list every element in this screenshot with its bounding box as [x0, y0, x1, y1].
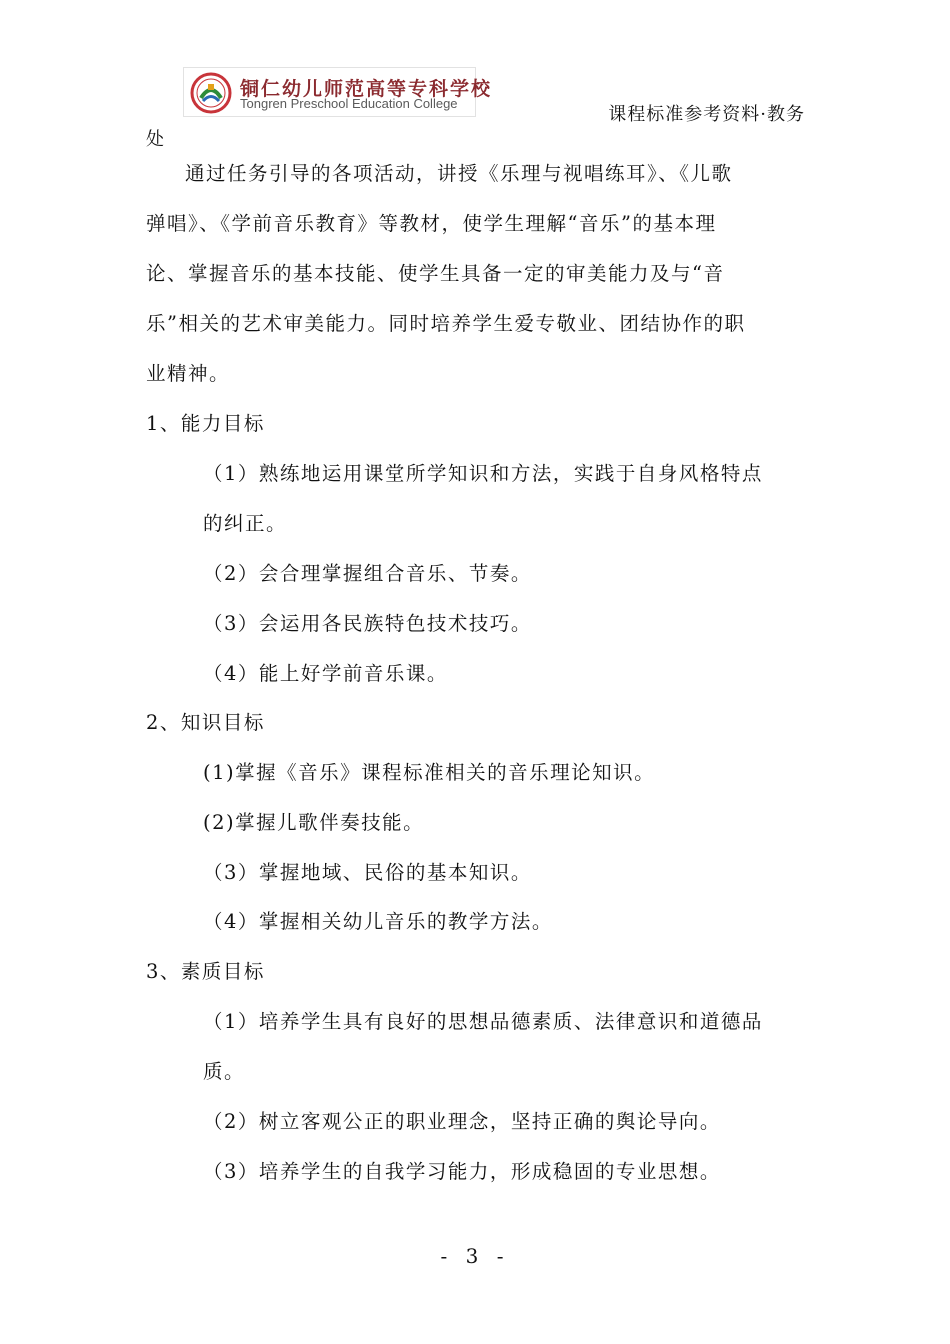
list-item-continuation: 的纠正。: [203, 512, 288, 535]
logo-chinese-name: 铜仁幼儿师范高等专科学校: [240, 78, 493, 100]
list-item: （3）培养学生的自我学习能力，形成稳固的专业思想。: [203, 1160, 721, 1183]
page-number: - 3 -: [440, 1244, 510, 1268]
logo-english-name: Tongren Preschool Education College: [240, 96, 458, 111]
paragraph-line: 通过任务引导的各项活动，讲授《乐理与视唱练耳》、《儿歌: [185, 162, 733, 185]
paragraph-line: 乐”相关的艺术审美能力。同时培养学生爱专敬业、团结协作的职: [146, 312, 746, 335]
list-item: (2)掌握儿歌伴奏技能。: [203, 811, 425, 834]
list-item: （3）掌握地域、民俗的基本知识。: [203, 861, 532, 884]
school-seal-icon: [190, 72, 232, 114]
list-item: （1）熟练地运用课堂所学知识和方法，实践于自身风格特点: [203, 462, 763, 485]
header-title-wrap: 处: [146, 129, 164, 150]
section-heading-quality: 3、素质目标: [146, 960, 265, 983]
list-item: (1)掌握《音乐》课程标准相关的音乐理论知识。: [203, 761, 656, 784]
header-title: 课程标准参考资料·教务: [608, 104, 805, 125]
list-item: （3）会运用各民族特色技术技巧。: [203, 612, 532, 635]
list-item: （4）能上好学前音乐课。: [203, 662, 448, 685]
section-heading-ability: 1、能力目标: [146, 412, 265, 435]
paragraph-line: 论、掌握音乐的基本技能、使学生具备一定的审美能力及与“音: [146, 262, 725, 285]
list-item: （2）树立客观公正的职业理念，坚持正确的舆论导向。: [203, 1110, 721, 1133]
list-item: （2）会合理掌握组合音乐、节奏。: [203, 562, 532, 585]
list-item: （1）培养学生具有良好的思想品德素质、法律意识和道德品: [203, 1010, 763, 1033]
paragraph-line: 业精神。: [146, 362, 231, 385]
list-item-continuation: 质。: [203, 1060, 246, 1083]
paragraph-line: 弹唱》、《学前音乐教育》等教材，使学生理解“音乐”的基本理: [146, 212, 717, 235]
school-logo: [183, 67, 493, 117]
section-heading-knowledge: 2、知识目标: [146, 711, 265, 734]
list-item: （4）掌握相关幼儿音乐的教学方法。: [203, 910, 553, 933]
